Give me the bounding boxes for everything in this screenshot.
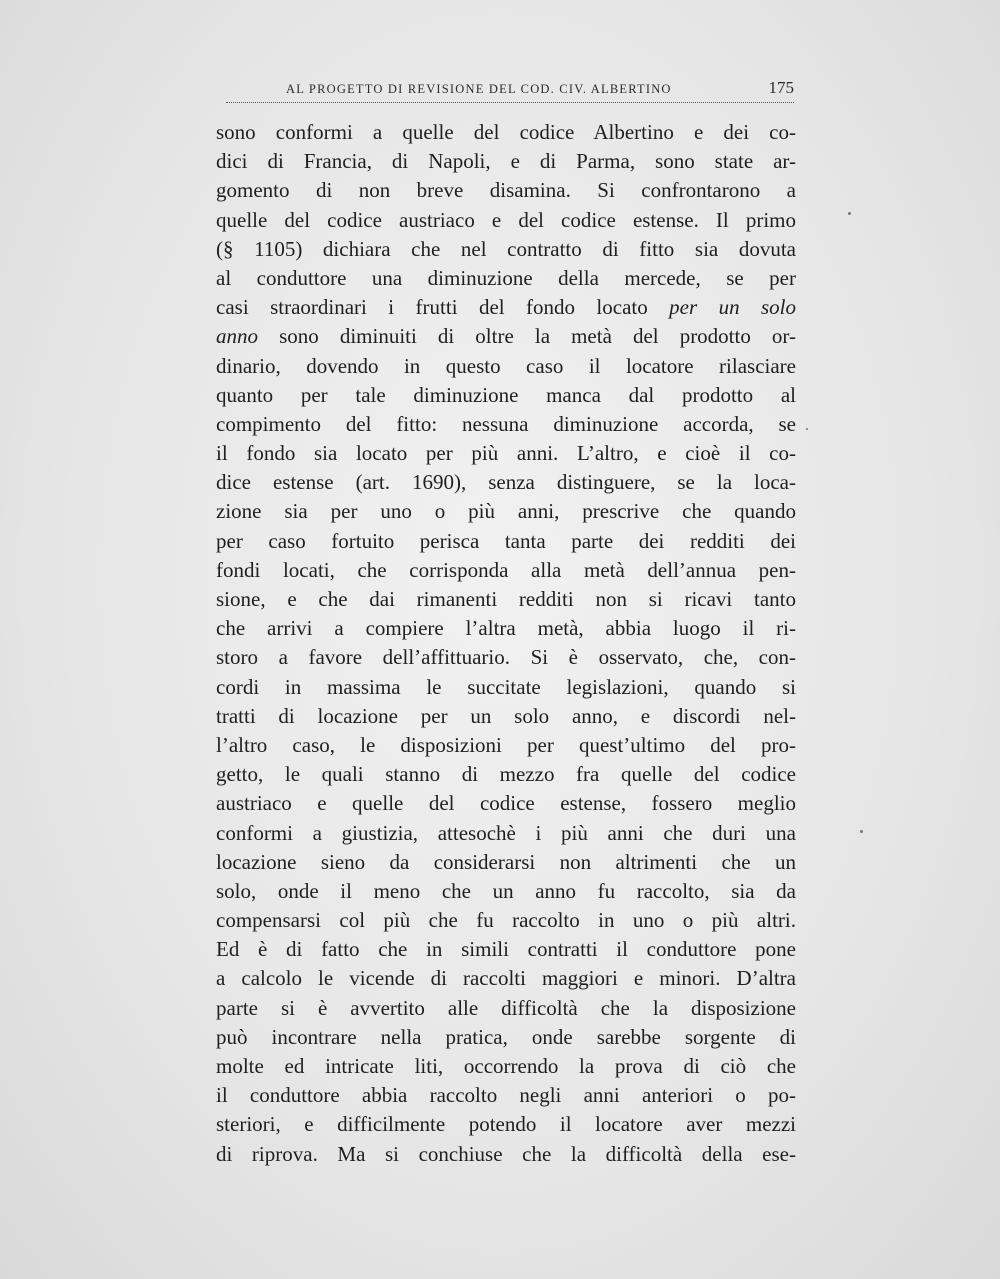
text-line: dinario, dovendo in questo caso il locatore rilasciare [216,353,796,378]
text-fragment: casi straordinari i frutti del fondo locato [216,295,648,320]
text-line: locazione sieno da considerarsi non altrimenti che un [216,849,796,874]
paper-speck [860,830,863,833]
text-line: tratti di locazione per un solo anno, e discordi nel- [216,703,796,728]
text-line: quelle del codice austriaco e del codice estense. Il primo [216,207,796,232]
page-number: 175 [768,78,794,97]
text-line: parte si è avvertito alle difficoltà che la disposizione [216,995,796,1020]
paper-speck [848,212,851,215]
text-line: al conduttore una diminuzione della mercede, se per [216,265,796,290]
text-line: l’altro caso, le disposizioni per quest’ultimo del pro- [216,732,796,757]
text-line: steriori, e difficilmente potendo il locatore aver mezzi [216,1112,796,1137]
text-line: di riprova. Ma si conchiuse che la difficoltà della ese- [216,1141,796,1166]
text-line: solo, onde il meno che un anno fu raccolto, sia da [216,878,796,903]
text-line: fondi locati, che corrisponda alla metà dell’annua pen- [216,557,796,582]
text-line: sione, e che dai rimanenti redditi non si ricavi tanto [216,587,796,611]
page-header [226,76,794,103]
text-line [216,322,796,351]
text-line: Ed è di fatto che in simili contratti il conduttore pone [216,937,796,962]
text-line: storo a favore dell’affittuario. Si è osservato, che, con- [216,645,796,670]
text-fragment: sono diminuiti di oltre la metà del prodotto or- [279,324,796,349]
text-line [216,293,796,322]
paper-speck [806,428,808,430]
text-line: che arrivi a compiere l’altra metà, abbia luogo il ri- [216,616,796,641]
text-line: dici di Francia, di Napoli, e di Parma, sono state ar- [216,149,796,174]
text-line: zione sia per uno o più anni, prescrive che quando [216,499,796,524]
text-line: (§ 1105) dichiara che nel contratto di fitto sia dovuta [216,236,796,261]
text-line: a calcolo le vicende di raccolti maggiori e minori. D’altra [216,966,796,991]
text-line: austriaco e quelle del codice estense, fossero meglio [216,791,796,816]
running-head: AL PROGETTO DI REVISIONE DEL COD. CIV. ALBERTINO [286,82,672,96]
text-line: quanto per tale diminuzione manca dal prodotto al [216,382,796,407]
body-text [216,118,796,1169]
text-line: cordi in massima le succitate legislazioni, quando si [216,674,796,699]
text-line: il fondo sia locato per più anni. L’altro, e cioè il co- [216,441,796,466]
italic-phrase: per un solo [669,295,796,320]
text-line: per caso fortuito perisca tanta parte dei redditi dei [216,528,796,553]
text-line: gomento di non breve disamina. Si confrontarono a [216,178,796,203]
text-line: sono conformi a quelle del codice Albertino e dei co- [216,120,796,144]
text-line: il conduttore abbia raccolto negli anni anteriori o po- [216,1083,796,1108]
text-line: compensarsi col più che fu raccolto in uno o più altri. [216,908,796,933]
text-line: conformi a giustizia, attesochè i più anni che duri una [216,820,796,845]
text-line: getto, le quali stanno di mezzo fra quelle del codice [216,762,796,787]
italic-phrase: anno [216,324,258,349]
text-line: compimento del fitto: nessuna diminuzione accorda, se [216,411,796,436]
text-line: dice estense (art. 1690), senza distinguere, se la loca- [216,470,796,495]
text-line: può incontrare nella pratica, onde sarebbe sorgente di [216,1024,796,1049]
text-line: molte ed intricate liti, occorrendo la prova di ciò che [216,1054,796,1078]
